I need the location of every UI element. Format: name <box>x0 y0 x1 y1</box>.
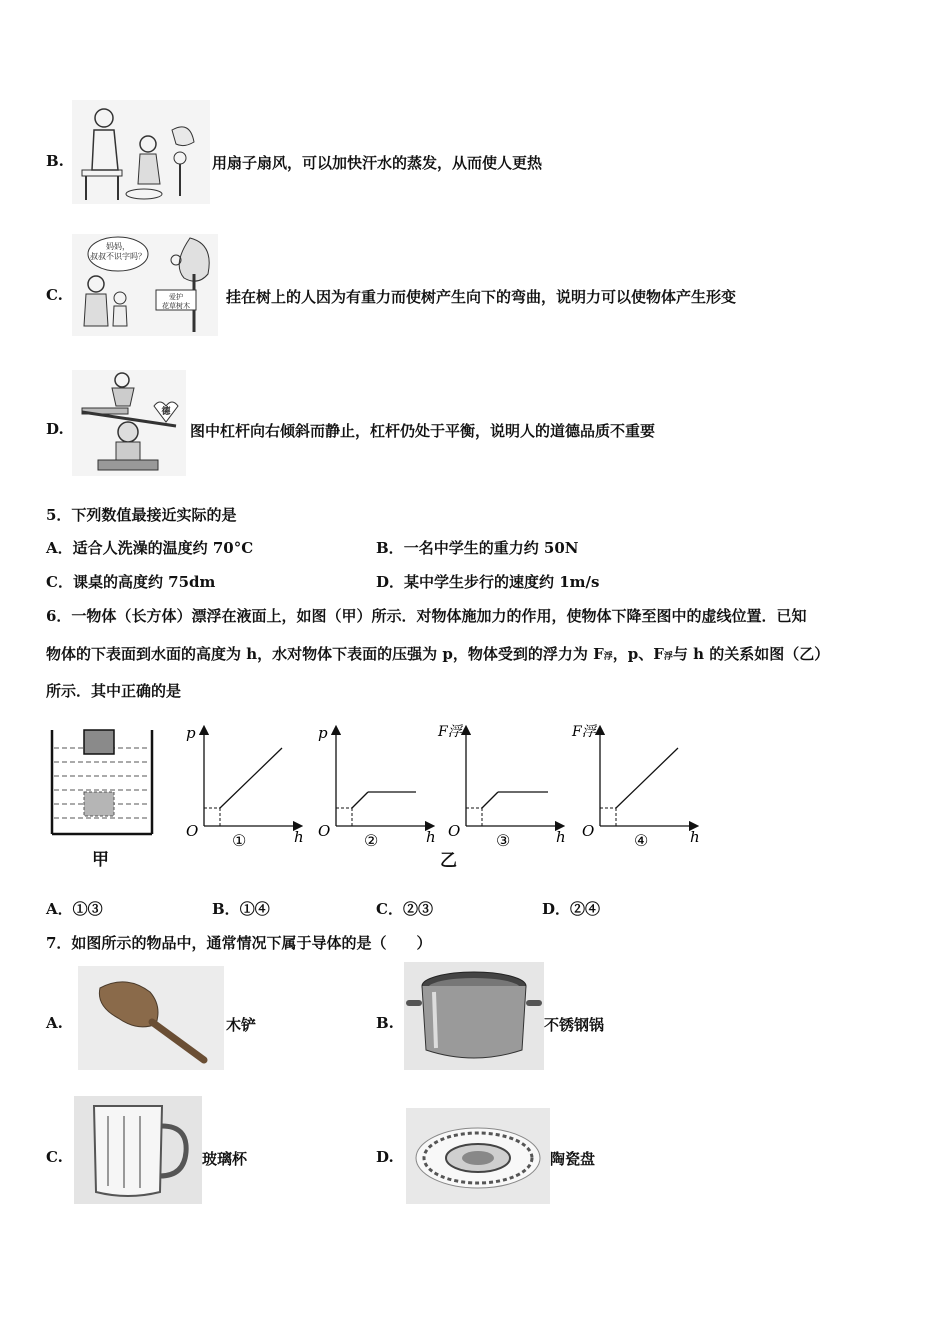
q6-option-a-text: ①③ <box>72 900 103 918</box>
q7-stem: 7．如图所示的物品中，通常情况下属于导体的是（ ） <box>46 934 432 952</box>
q7-option-b-text: 不锈钢锅 <box>544 1016 605 1034</box>
graph-1 <box>186 724 304 848</box>
ceramic-plate-photo <box>406 1108 550 1204</box>
graph-3 <box>437 724 566 848</box>
q6-line2-part1: 物体的下表面到水面的高度为 h，水对物体下表面的压强为 p，物体受到的浮力为 F <box>46 645 604 663</box>
q4-option-b-text: 用扇子扇风，可以加快汗水的蒸发，从而使人更热 <box>212 154 543 172</box>
tree-illustration <box>72 234 218 336</box>
q6-option-d-letter: D． <box>542 900 571 918</box>
sign-line2: 花草树木 <box>162 302 190 310</box>
speech-bubble-line2: 叔叔不识字吗？ <box>90 252 146 261</box>
graph-4-origin: O <box>582 822 595 840</box>
q5-option-a <box>46 537 253 558</box>
graph-1-ylabel: p <box>186 724 196 742</box>
graph-2-ylabel: p <box>318 724 328 742</box>
q6-line2-part2: ，p、F <box>612 645 664 663</box>
graph-2 <box>318 724 436 848</box>
steel-pot-photo <box>404 962 544 1070</box>
q7-option-c-letter: C. <box>46 1148 63 1166</box>
figure-jia-container <box>48 722 156 840</box>
graph-4-xlabel: h <box>690 828 700 846</box>
graph-3-number: ③ <box>496 831 511 848</box>
graph-3-xlabel: h <box>556 828 566 846</box>
q6-option-b <box>212 898 270 919</box>
figure-jia-label: 甲 <box>92 850 109 870</box>
graph-4-number: ④ <box>634 831 649 848</box>
speech-bubble-line1: 妈妈， <box>106 242 130 251</box>
heart-text: 德 <box>161 407 171 417</box>
q5-option-a-letter: A． <box>46 539 73 557</box>
q7-option-b-letter: B. <box>376 1014 394 1032</box>
graph-3-origin: O <box>448 822 461 840</box>
q7-option-a-letter: A. <box>46 1014 63 1032</box>
q6-sub-float-1: 浮 <box>603 652 613 662</box>
fanning-illustration <box>72 100 210 204</box>
q4-option-d-letter: D. <box>46 420 64 438</box>
q6-line2-part3: 与 h 的关系如图（乙） <box>672 645 830 663</box>
q6-stem-line3: 所示．其中正确的是 <box>46 682 182 700</box>
q6-option-a-letter: A． <box>46 900 73 918</box>
graph-4-ylabel: F浮 <box>572 724 596 740</box>
q6-option-d <box>542 898 600 919</box>
q6-stem-line2 <box>46 643 829 664</box>
q4-option-c-text: 挂在树上的人因为有重力而使树产生向下的弯曲，说明力可以使物体产生形变 <box>226 288 737 306</box>
sign-line1: 爱护 <box>169 293 183 301</box>
q4-option-b-letter: B. <box>46 152 64 170</box>
q6-option-c-letter: C． <box>376 900 403 918</box>
graph-1-number: ① <box>232 831 247 848</box>
q5-option-d <box>376 571 599 592</box>
q6-option-a <box>46 898 103 919</box>
q6-option-c <box>376 898 433 919</box>
q7-option-c-text: 玻璃杯 <box>202 1150 248 1168</box>
q4-option-d-text: 图中杠杆向右倾斜而静止，杠杆仍处于平衡，说明人的道德品质不重要 <box>190 422 656 440</box>
q5-option-a-text: 适合人洗澡的温度约 70°C <box>72 539 254 557</box>
graph-1-origin: O <box>186 822 199 840</box>
wooden-spatula-photo <box>78 966 224 1070</box>
q7-option-a-text: 木铲 <box>226 1016 257 1034</box>
q6-option-d-text: ②④ <box>570 900 601 918</box>
graph-1-xlabel: h <box>294 828 304 846</box>
q6-option-b-letter: B． <box>212 900 240 918</box>
graph-4 <box>571 724 700 848</box>
graph-2-number: ② <box>364 831 379 848</box>
graph-2-xlabel: h <box>426 828 436 846</box>
q5-option-c-text: 课桌的高度约 75dm <box>72 573 216 591</box>
figure-yi-label: 乙 <box>440 851 457 871</box>
q5-option-b <box>376 537 579 558</box>
figure-yi-graphs <box>176 718 716 848</box>
q6-option-b-text: ①④ <box>239 900 270 918</box>
lever-illustration <box>72 370 186 476</box>
q7-option-d-letter: D. <box>376 1148 394 1166</box>
q6-sub-float-2: 浮 <box>663 652 673 662</box>
graph-3-ylabel: F浮 <box>438 724 462 740</box>
q7-option-d-text: 陶瓷盘 <box>550 1150 596 1168</box>
q6-option-c-text: ②③ <box>402 900 433 918</box>
q5-stem: 5．下列数值最接近实际的是 <box>46 506 237 524</box>
q5-option-d-letter: D． <box>376 573 405 591</box>
graph-2-origin: O <box>318 822 331 840</box>
q5-option-d-text: 某中学生步行的速度约 1m/s <box>404 573 600 591</box>
q5-option-c-letter: C． <box>46 573 73 591</box>
q5-option-b-letter: B． <box>376 539 404 557</box>
q5-option-c <box>46 571 215 592</box>
q6-stem-line1: 6．一物体（长方体）漂浮在液面上，如图（甲）所示．对物体施加力的作用，使物体下降至图中的虚线位置．已知 <box>46 607 807 625</box>
q5-option-b-text: 一名中学生的重力约 50N <box>403 539 579 557</box>
q4-option-c-letter: C. <box>46 286 63 304</box>
glass-cup-photo <box>74 1096 202 1204</box>
